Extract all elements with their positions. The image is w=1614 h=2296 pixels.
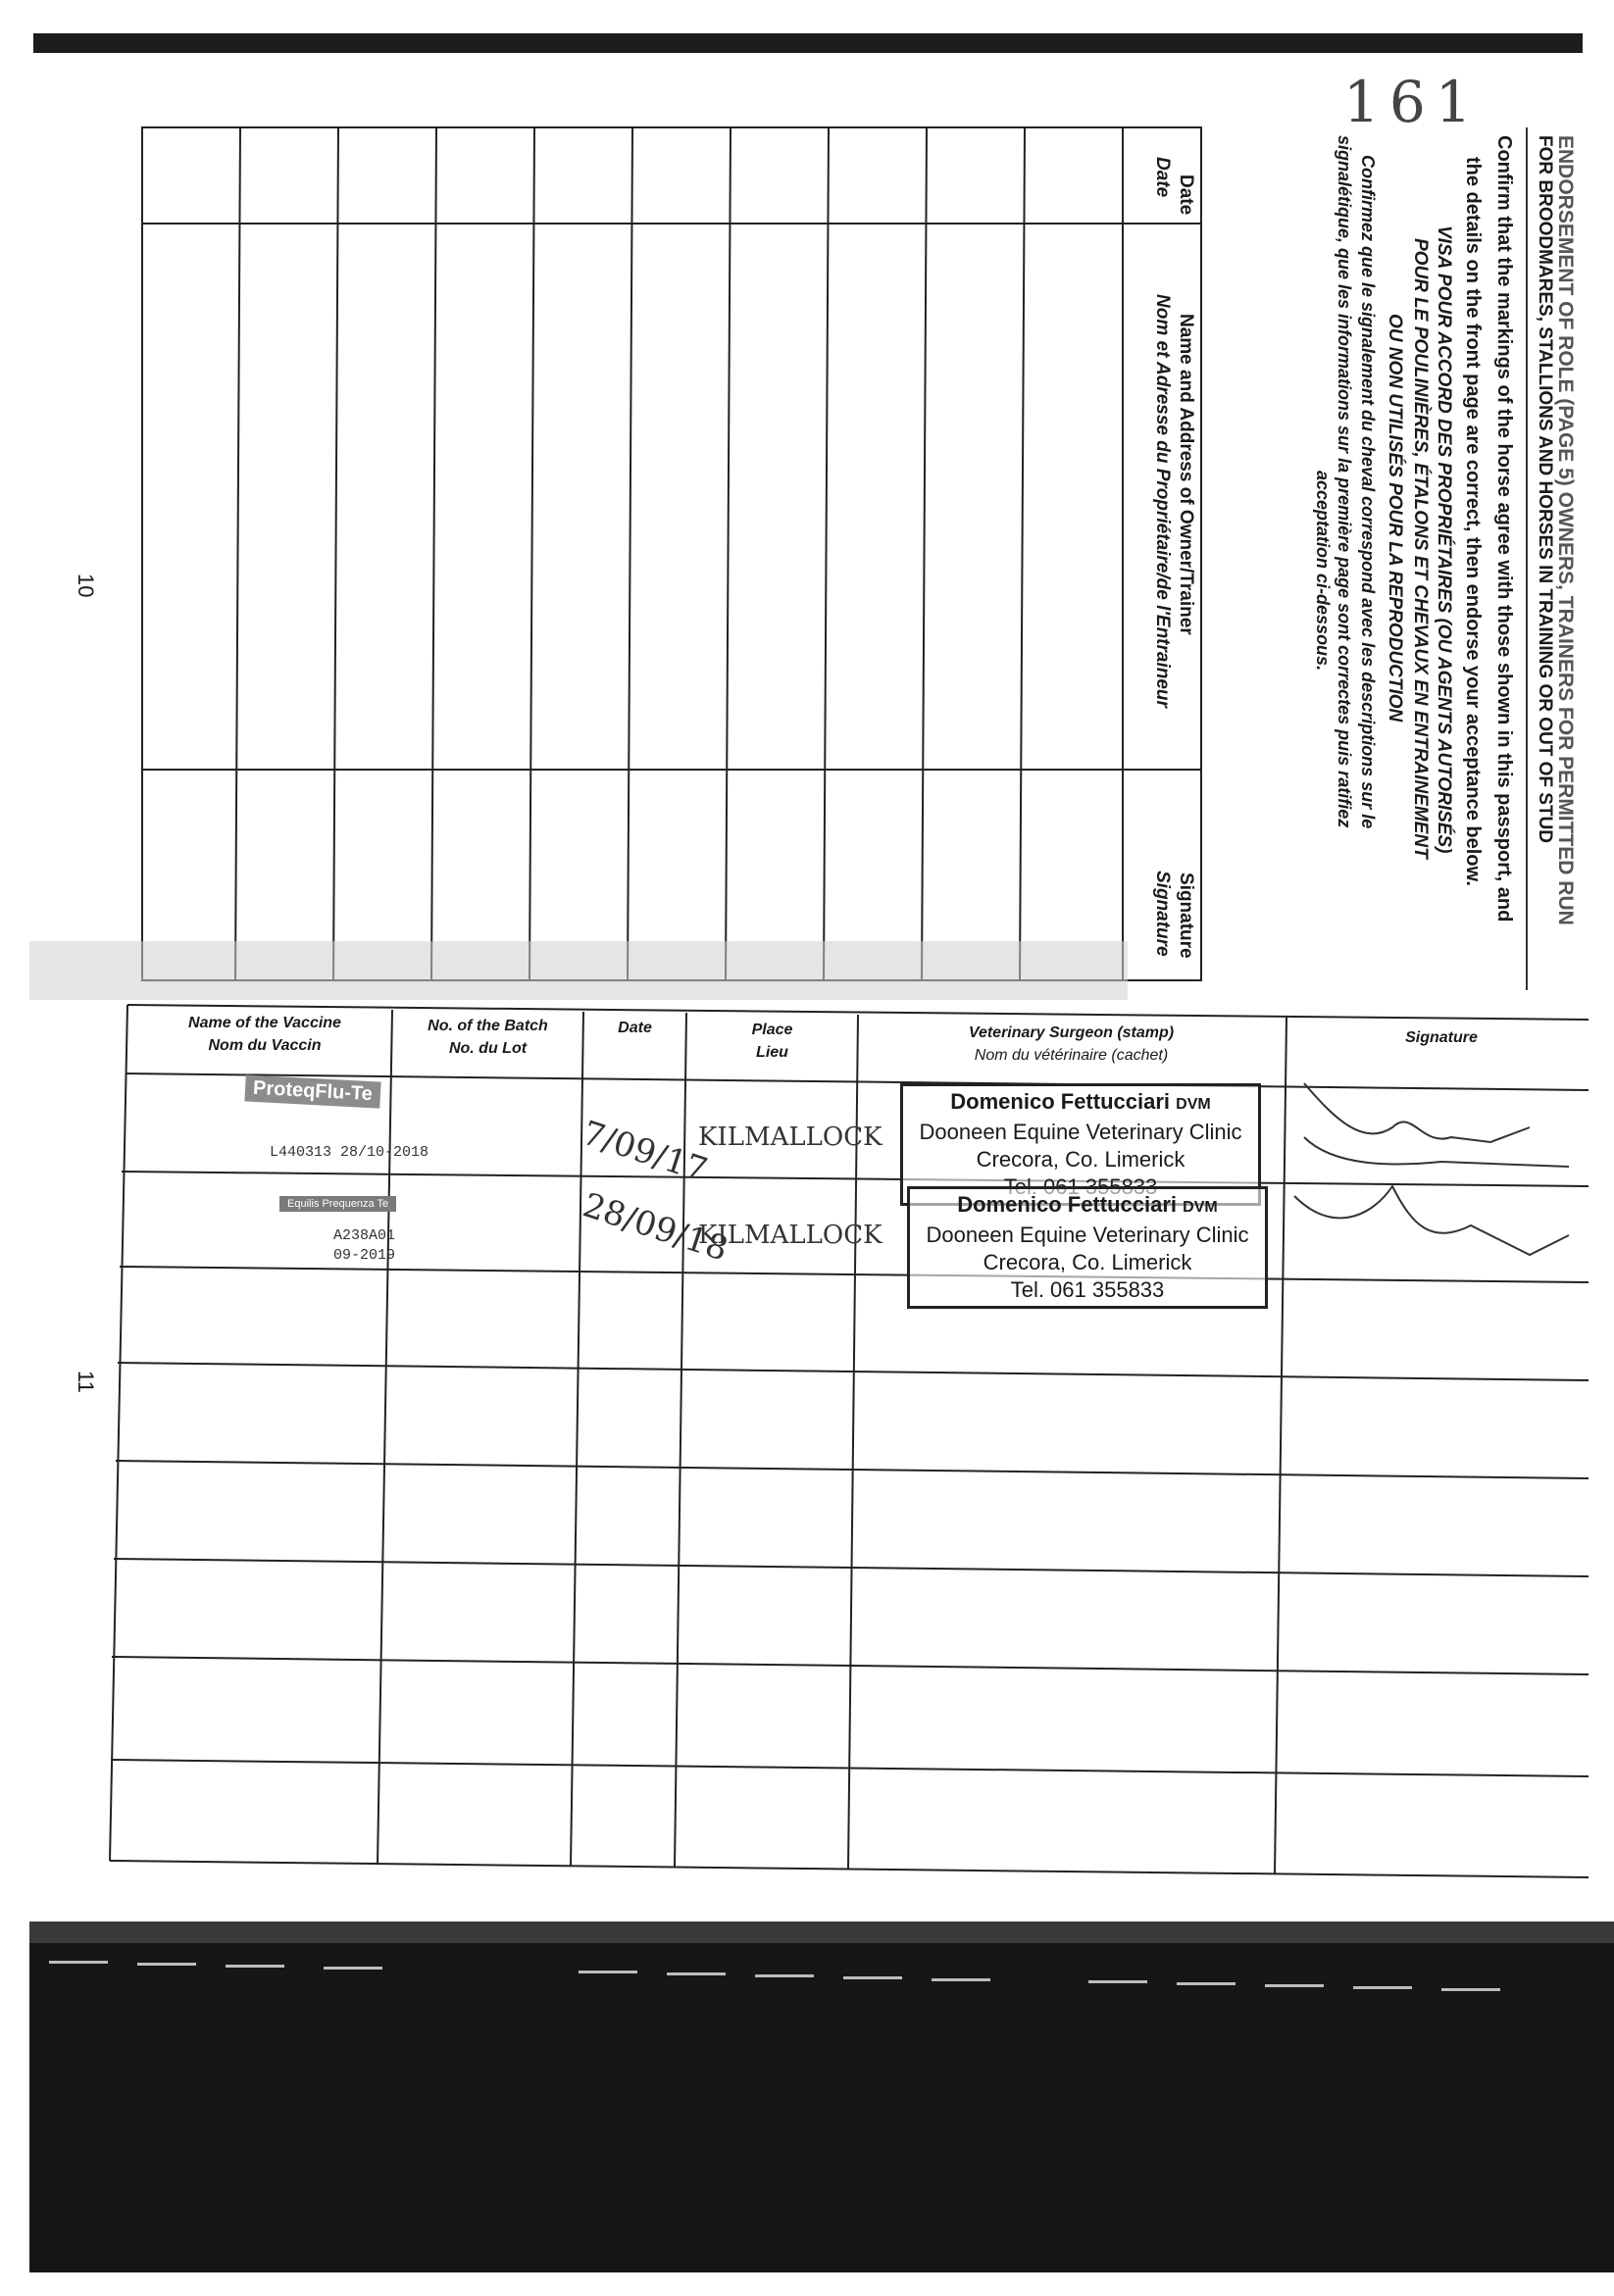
place-2: KILMALLOCK [698, 1221, 883, 1250]
upper-col-date-fr: Date [1152, 157, 1173, 198]
col-batch-fr: No. du Lot [448, 1040, 528, 1057]
col-place-fr: Lieu [756, 1044, 788, 1061]
stamp-address-1: Crecora, Co. Limerick [976, 1147, 1185, 1172]
batch-number-2: A238A01 [333, 1227, 396, 1244]
batch-number-1: L440313 28/10-2018 [270, 1144, 429, 1161]
upper-instruction-fr-1: Confirmez que le signalement du cheval correspond avec les descriptions sur le [1358, 155, 1378, 829]
upper-col-name-en: Name and Address of Owner/Trainer [1176, 314, 1196, 635]
vet-stamp-2 [907, 1186, 1268, 1309]
stamp-dvm-2: DVM [1183, 1199, 1218, 1216]
upper-instruction-en-1: Confirm that the markings of the horse agree with those shown in this passport, and [1493, 135, 1515, 923]
upper-heading-en: FOR BROODMARES, STALLIONS AND HORSES IN TRAINING OR OUT OF STUD [1535, 135, 1555, 843]
upper-col-name-fr: Nom et Adresse du Propriétaire/de l'Entraineur [1152, 294, 1173, 708]
stamp-clinic-2: Dooneen Equine Veterinary Clinic [926, 1223, 1249, 1247]
col-vaccine-en: Name of the Vaccine [188, 1015, 341, 1031]
vaccine-sticker-2: Equilis Prequenza Te [279, 1196, 396, 1212]
place-1: KILMALLOCK [698, 1123, 883, 1152]
batch-expiry-2: 09-2019 [333, 1247, 396, 1264]
col-date: Date [618, 1020, 652, 1036]
stamp-name-1: Domenico Fettucciari [950, 1089, 1171, 1114]
scan-bottom-area [29, 1922, 1614, 2296]
upper-col-date-en: Date [1176, 175, 1196, 216]
scan-margin [0, 2272, 1614, 2296]
upper-instruction-fr-3: acceptation ci-dessous. [1313, 471, 1333, 672]
stamp-name-2: Domenico Fettucciari [957, 1192, 1178, 1217]
stamp-clinic-1: Dooneen Equine Veterinary Clinic [919, 1120, 1242, 1144]
upper-instruction-fr-2: signalétique, que les informations sur la première page sont correctes puis ratifiez [1335, 135, 1354, 828]
handwritten-page-number: 161 [1343, 69, 1482, 135]
upper-heading-fr-3: OU NON UTILISÉS POUR LA REPRODUCTION [1385, 314, 1405, 723]
upper-col-signature-fr: Signature [1152, 871, 1173, 957]
scan-bottom-edge [29, 1922, 1614, 1943]
upper-heading-fr-2: POUR LE POULINIÈRES, ÉTALONS ET CHEVAUX EN ENTRAINEMENT [1410, 238, 1431, 859]
date-2: 28/09/18 [578, 1185, 733, 1270]
col-vet-fr: Nom du vétérinaire (cachet) [974, 1047, 1169, 1064]
stamp-address-2: Crecora, Co. Limerick [983, 1250, 1192, 1274]
page-number-11: 11 [74, 1371, 98, 1393]
col-signature: Signature [1405, 1029, 1478, 1046]
stamp-dvm-1: DVM [1176, 1096, 1211, 1113]
date-1: 7/09/17 [578, 1113, 713, 1191]
upper-col-signature-en: Signature [1176, 873, 1196, 959]
col-place-en: Place [751, 1022, 793, 1038]
vaccine-sticker-1: ProteqFlu-Te [244, 1074, 380, 1108]
upper-instruction-en-2: the details on the front page are correct, then endorse your acceptance below. [1462, 157, 1484, 886]
upper-heading-fr-1: VISA POUR ACCORD DES PROPRIÉTAIRES (OU AGENTS AUTORISÉS) [1434, 225, 1454, 854]
stamp-tel-2: Tel. 061 355833 [1010, 1277, 1165, 1302]
col-vaccine-fr: Nom du Vaccin [208, 1037, 322, 1054]
col-vet-en: Veterinary Surgeon (stamp) [968, 1024, 1175, 1041]
upper-heading-partial: ENDORSEMENT OF ROLE (PAGE 5) OWNERS, TRAINERS FOR PERMITTED RUN [1554, 135, 1577, 925]
page-number-10: 10 [74, 574, 98, 598]
col-batch-en: No. of the Batch [428, 1018, 548, 1034]
